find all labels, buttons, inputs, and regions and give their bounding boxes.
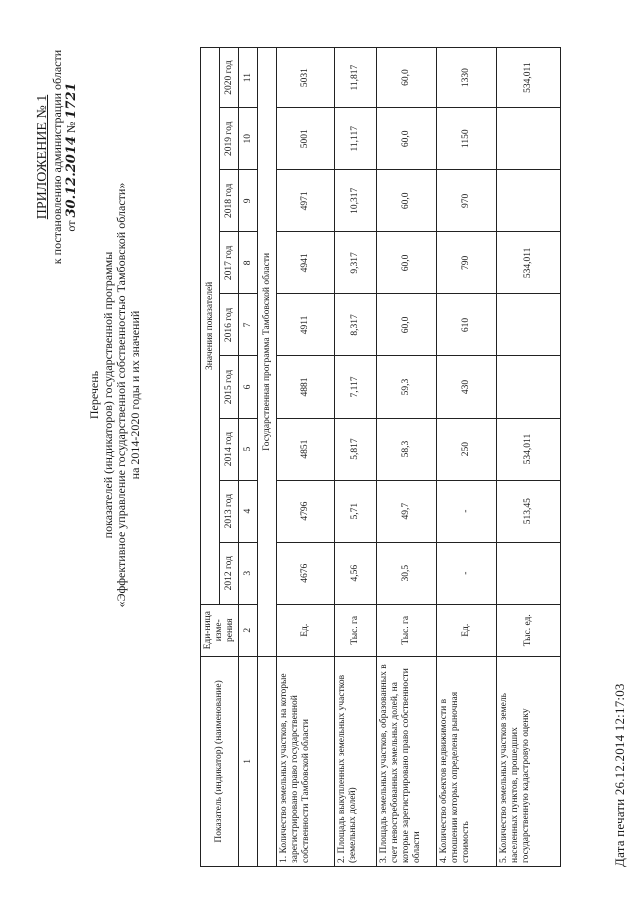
indicator-unit: Ед. (277, 604, 335, 656)
number-label: № (64, 121, 78, 134)
indicator-name: 3. Площадь земельных участков, образованных в счет невостребованных земельных долей, на которые зарегистрировано право собственности области (377, 656, 437, 866)
value-cell: 534,011 (497, 418, 561, 480)
value-cell: 11,817 (335, 48, 377, 108)
header-year: 2017 год (220, 232, 239, 294)
value-cell: 4971 (277, 170, 335, 232)
value-cell: 10,317 (335, 170, 377, 232)
column-number: 5 (239, 418, 258, 480)
appendix-title: ПРИЛОЖЕНИЕ № 1 (35, 94, 50, 220)
handwritten-date: 30.12.2014 (64, 136, 79, 218)
heading-line-1: Перечень (87, 370, 101, 420)
value-cell: 4676 (277, 542, 335, 604)
value-cell: 60,0 (377, 170, 437, 232)
indicator-unit: Ед. (437, 604, 497, 656)
value-cell: 430 (437, 356, 497, 418)
appendix-date-line (64, 7, 79, 307)
indicator-name: 4. Количество объектов недвижимости в отношении которых определена рыночная стоимость (437, 656, 497, 866)
value-cell: - (437, 480, 497, 542)
appendix-block (36, 7, 79, 307)
column-number: 1 (239, 656, 258, 866)
value-cell: 4881 (277, 356, 335, 418)
value-cell: 5031 (277, 48, 335, 108)
value-cell (497, 294, 561, 356)
value-cell (497, 542, 561, 604)
value-cell: 5,817 (335, 418, 377, 480)
value-cell (497, 356, 561, 418)
header-year: 2015 год (220, 356, 239, 418)
value-cell: 60,0 (377, 108, 437, 170)
header-year: 2016 год (220, 294, 239, 356)
table-row (437, 48, 497, 867)
column-number: 4 (239, 480, 258, 542)
value-cell: 60,0 (377, 48, 437, 108)
header-year: 2018 год (220, 170, 239, 232)
handwritten-number: 1721 (64, 82, 79, 119)
value-cell: 610 (437, 294, 497, 356)
indicator-name: 1. Количество земельных участков, на которые зарегистрировано право государственной собственности Тамбовской области (277, 656, 335, 866)
header-values-group: Значения показателей (201, 48, 220, 605)
table-row (497, 48, 561, 867)
column-number: 10 (239, 108, 258, 170)
value-cell: 30,5 (377, 542, 437, 604)
from-label: от (64, 220, 78, 232)
value-cell (497, 108, 561, 170)
value-cell: 59,3 (377, 356, 437, 418)
heading-line-3: «Эффективное управление государственной собственностью Тамбовской области» (114, 182, 128, 608)
value-cell: 5001 (277, 108, 335, 170)
value-cell: 250 (437, 418, 497, 480)
header-year: 2014 год (220, 418, 239, 480)
section-row (258, 48, 277, 867)
indicator-name: 2. Площадь выкупленных земельных участков (земельных долей) (335, 656, 377, 866)
header-year: 2013 год (220, 480, 239, 542)
header-indicator: Показатель (индикатор) (наименование) (201, 656, 239, 866)
section-empty-cell (258, 656, 277, 866)
table-row (277, 48, 335, 867)
value-cell (497, 170, 561, 232)
heading-line-4: на 2014-2020 годы и их значений (127, 310, 142, 480)
value-cell: 58,3 (377, 418, 437, 480)
heading-line-2: показателей (индикаторов) государственной программы (100, 251, 115, 539)
column-number: 8 (239, 232, 258, 294)
indicator-unit: Тыс. га (335, 604, 377, 656)
value-cell: 970 (437, 170, 497, 232)
value-cell: 790 (437, 232, 497, 294)
document-heading (88, 35, 142, 755)
print-date-label: Дата печати (612, 798, 627, 867)
value-cell: 1330 (437, 48, 497, 108)
value-cell: - (437, 542, 497, 604)
value-cell: 4,56 (335, 542, 377, 604)
column-number-row (239, 48, 258, 867)
value-cell: 4796 (277, 480, 335, 542)
appendix-subtitle: к постановлению администрации области (50, 49, 64, 265)
value-cell: 534,011 (497, 48, 561, 108)
section-title: Государственная программа Тамбовской области (258, 48, 277, 657)
value-cell: 4911 (277, 294, 335, 356)
value-cell: 4851 (277, 418, 335, 480)
column-number: 11 (239, 48, 258, 108)
value-cell: 60,0 (377, 294, 437, 356)
value-cell: 9,317 (335, 232, 377, 294)
header-unit: Еди-ница изме-рения (201, 604, 239, 656)
column-number: 7 (239, 294, 258, 356)
column-number: 6 (239, 356, 258, 418)
value-cell: 7,117 (335, 356, 377, 418)
value-cell: 513,45 (497, 480, 561, 542)
table-row (377, 48, 437, 867)
table-row (335, 48, 377, 867)
indicators-table (200, 47, 561, 867)
header-year: 2020 год (220, 48, 239, 108)
indicator-unit: Тыс. га (377, 604, 437, 656)
value-cell: 1150 (437, 108, 497, 170)
print-date-footer (612, 683, 628, 867)
value-cell: 60,0 (377, 232, 437, 294)
header-row-1 (201, 48, 220, 867)
print-time-value: 12:17:03 (612, 683, 627, 732)
column-number: 9 (239, 170, 258, 232)
header-year: 2019 год (220, 108, 239, 170)
value-cell: 8,317 (335, 294, 377, 356)
value-cell: 49,7 (377, 480, 437, 542)
value-cell: 11,117 (335, 108, 377, 170)
value-cell: 534,011 (497, 232, 561, 294)
value-cell: 5,71 (335, 480, 377, 542)
indicator-name: 5. Количество земельных участков земель населенных пунктов, прошедших государственную кадастровую оценку (497, 656, 561, 866)
column-number: 2 (239, 604, 258, 656)
column-number: 3 (239, 542, 258, 604)
print-date-value: 26.12.2014 (612, 734, 627, 796)
indicator-unit: Тыс. ед. (497, 604, 561, 656)
value-cell: 4941 (277, 232, 335, 294)
header-year: 2012 год (220, 542, 239, 604)
